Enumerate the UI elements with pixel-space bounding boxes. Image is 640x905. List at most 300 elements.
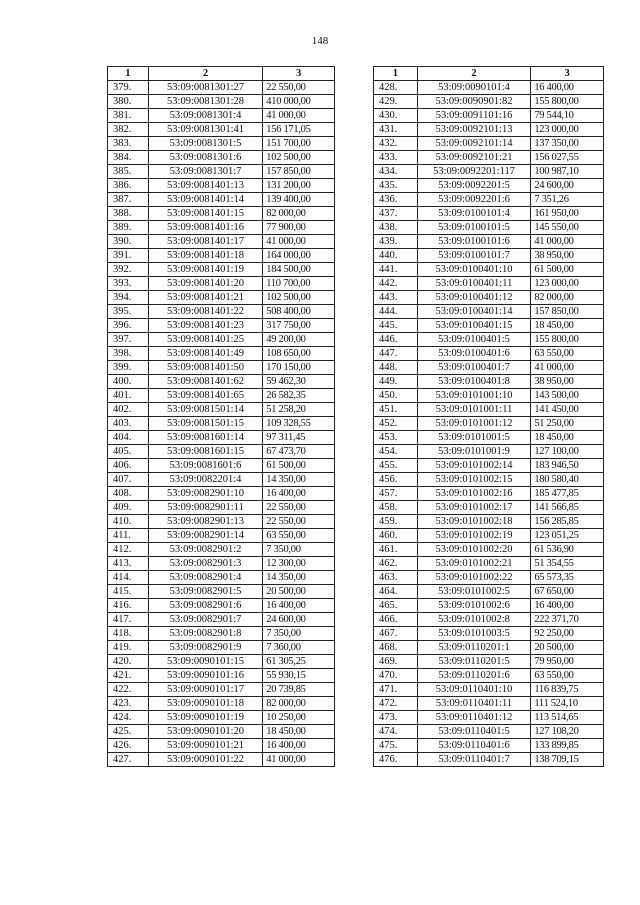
- amount: 16 400,00: [531, 599, 604, 613]
- cadastral-number: 53:09:0082901:13: [148, 515, 263, 529]
- cadastral-number: 53:09:0101002:20: [417, 543, 531, 557]
- table-row: [374, 557, 604, 571]
- row-number: 430.: [374, 109, 418, 123]
- row-number: 399.: [108, 361, 149, 375]
- column-header-1: 1: [374, 67, 418, 81]
- cadastral-number: 53:09:0081601:15: [148, 445, 263, 459]
- cadastral-number: 53:09:0081401:16: [148, 221, 263, 235]
- table-row: [374, 641, 604, 655]
- table-row: [108, 515, 335, 529]
- cadastral-number: 53:09:0081401:14: [148, 193, 263, 207]
- table-row: [108, 417, 335, 431]
- row-number: 451.: [374, 403, 418, 417]
- row-number: 432.: [374, 137, 418, 151]
- cadastral-number: 53:09:0100101:6: [417, 235, 531, 249]
- cadastral-number: 53:09:0081401:21: [148, 291, 263, 305]
- amount: 123 000,00: [531, 123, 604, 137]
- amount: 97 311,45: [263, 431, 335, 445]
- amount: 156 285,85: [531, 515, 604, 529]
- cadastral-number: 53:09:0101002:22: [417, 571, 531, 585]
- row-number: 441.: [374, 263, 418, 277]
- amount: 77 900,00: [263, 221, 335, 235]
- row-number: 460.: [374, 529, 418, 543]
- cadastral-number: 53:09:0081301:5: [148, 137, 263, 151]
- table-row: [374, 585, 604, 599]
- amount: 100 987,10: [531, 165, 604, 179]
- cadastral-number: 53:09:0081401:50: [148, 361, 263, 375]
- row-number: 426.: [108, 739, 149, 753]
- amount: 22 550,00: [263, 81, 335, 95]
- cadastral-number: 53:09:0092201:5: [417, 179, 531, 193]
- table-row: [374, 137, 604, 151]
- amount: 61 305,25: [263, 655, 335, 669]
- amount: 116 839,75: [531, 683, 604, 697]
- amount: 61 500,00: [531, 263, 604, 277]
- table-row: [374, 165, 604, 179]
- row-number: 382.: [108, 123, 149, 137]
- row-number: 391.: [108, 249, 149, 263]
- table-row: [374, 361, 604, 375]
- table-row: [108, 319, 335, 333]
- row-number: 448.: [374, 361, 418, 375]
- cadastral-number: 53:09:0101002:17: [417, 501, 531, 515]
- right-table-header-row: [374, 67, 604, 81]
- amount: 79 950,00: [531, 655, 604, 669]
- row-number: 418.: [108, 627, 149, 641]
- row-number: 411.: [108, 529, 149, 543]
- amount: 18 450,00: [531, 431, 604, 445]
- amount: 65 573,35: [531, 571, 604, 585]
- row-number: 389.: [108, 221, 149, 235]
- row-number: 403.: [108, 417, 149, 431]
- row-number: 454.: [374, 445, 418, 459]
- row-number: 412.: [108, 543, 149, 557]
- row-number: 386.: [108, 179, 149, 193]
- table-row: [374, 81, 604, 95]
- amount: 67 650,00: [531, 585, 604, 599]
- cadastral-number: 53:09:0100401:6: [417, 347, 531, 361]
- amount: 14 350,00: [263, 473, 335, 487]
- table-row: [108, 599, 335, 613]
- row-number: 394.: [108, 291, 149, 305]
- amount: 16 400,00: [263, 487, 335, 501]
- amount: 109 328,55: [263, 417, 335, 431]
- cadastral-number: 53:09:0090101:15: [148, 655, 263, 669]
- row-number: 442.: [374, 277, 418, 291]
- row-number: 409.: [108, 501, 149, 515]
- row-number: 416.: [108, 599, 149, 613]
- row-number: 473.: [374, 711, 418, 725]
- table-row: [374, 403, 604, 417]
- row-number: 440.: [374, 249, 418, 263]
- table-row: [374, 123, 604, 137]
- amount: 51 258,20: [263, 403, 335, 417]
- amount: 102 500,00: [263, 151, 335, 165]
- amount: 143 500,00: [531, 389, 604, 403]
- row-number: 392.: [108, 263, 149, 277]
- amount: 24 600,00: [531, 179, 604, 193]
- cadastral-number: 53:09:0082901:11: [148, 501, 263, 515]
- table-row: [108, 669, 335, 683]
- cadastral-number: 53:09:0092201:6: [417, 193, 531, 207]
- cadastral-number: 53:09:0081401:49: [148, 347, 263, 361]
- table-row: [108, 585, 335, 599]
- amount: 41 000,00: [263, 753, 335, 767]
- table-row: [374, 431, 604, 445]
- table-row: [374, 319, 604, 333]
- left-table: [107, 66, 335, 767]
- cadastral-number: 53:09:0082901:9: [148, 641, 263, 655]
- row-number: 422.: [108, 683, 149, 697]
- row-number: 465.: [374, 599, 418, 613]
- cadastral-number: 53:09:0082901:6: [148, 599, 263, 613]
- amount: 51 250,00: [531, 417, 604, 431]
- cadastral-number: 53:09:0101002:8: [417, 613, 531, 627]
- cadastral-number: 53:09:0101002:14: [417, 459, 531, 473]
- cadastral-number: 53:09:0110201:6: [417, 669, 531, 683]
- table-row: [374, 697, 604, 711]
- table-row: [374, 249, 604, 263]
- table-row: [108, 277, 335, 291]
- amount: 20 739,85: [263, 683, 335, 697]
- amount: 155 800,00: [531, 95, 604, 109]
- row-number: 384.: [108, 151, 149, 165]
- table-row: [108, 739, 335, 753]
- table-row: [108, 571, 335, 585]
- table-row: [108, 95, 335, 109]
- amount: 7 360,00: [263, 641, 335, 655]
- table-row: [374, 193, 604, 207]
- amount: 24 600,00: [263, 613, 335, 627]
- cadastral-number: 53:09:0081401:15: [148, 207, 263, 221]
- cadastral-number: 53:09:0101002:5: [417, 585, 531, 599]
- table-row: [108, 263, 335, 277]
- table-row: [374, 627, 604, 641]
- row-number: 402.: [108, 403, 149, 417]
- row-number: 379.: [108, 81, 149, 95]
- row-number: 417.: [108, 613, 149, 627]
- row-number: 419.: [108, 641, 149, 655]
- amount: 141 566,85: [531, 501, 604, 515]
- table-row: [374, 95, 604, 109]
- table-row: [108, 473, 335, 487]
- row-number: 470.: [374, 669, 418, 683]
- row-number: 396.: [108, 319, 149, 333]
- table-row: [108, 683, 335, 697]
- cadastral-number: 53:09:0081501:15: [148, 417, 263, 431]
- amount: 7 350,00: [263, 627, 335, 641]
- amount: 410 000,00: [263, 95, 335, 109]
- cadastral-number: 53:09:0092201:117: [417, 165, 531, 179]
- row-number: 423.: [108, 697, 149, 711]
- table-row: [108, 613, 335, 627]
- table-row: [374, 347, 604, 361]
- cadastral-number: 53:09:0091101:16: [417, 109, 531, 123]
- table-row: [108, 305, 335, 319]
- amount: 7 350,00: [263, 543, 335, 557]
- column-header-2: 2: [417, 67, 531, 81]
- table-row: [108, 123, 335, 137]
- table-row: [108, 165, 335, 179]
- amount: 16 400,00: [531, 81, 604, 95]
- table-row: [108, 361, 335, 375]
- table-row: [108, 753, 335, 767]
- amount: 20 500,00: [263, 585, 335, 599]
- row-number: 425.: [108, 725, 149, 739]
- amount: 156 171,05: [263, 123, 335, 137]
- table-row: [374, 473, 604, 487]
- amount: 18 450,00: [531, 319, 604, 333]
- amount: 12 300,00: [263, 557, 335, 571]
- cadastral-number: 53:09:0081501:14: [148, 403, 263, 417]
- cadastral-number: 53:09:0101001:10: [417, 389, 531, 403]
- row-number: 472.: [374, 697, 418, 711]
- row-number: 452.: [374, 417, 418, 431]
- row-number: 474.: [374, 725, 418, 739]
- table-row: [374, 207, 604, 221]
- cadastral-number: 53:09:0100101:7: [417, 249, 531, 263]
- amount: 111 524,10: [531, 697, 604, 711]
- table-row: [374, 571, 604, 585]
- cadastral-number: 53:09:0110201:1: [417, 641, 531, 655]
- table-row: [108, 333, 335, 347]
- table-row: [374, 753, 604, 767]
- table-row: [374, 683, 604, 697]
- table-row: [108, 431, 335, 445]
- table-row: [108, 543, 335, 557]
- row-number: 466.: [374, 613, 418, 627]
- table-row: [108, 109, 335, 123]
- table-row: [374, 333, 604, 347]
- cadastral-number: 53:09:0101002:18: [417, 515, 531, 529]
- row-number: 449.: [374, 375, 418, 389]
- amount: 49 200,00: [263, 333, 335, 347]
- cadastral-number: 53:09:0081301:28: [148, 95, 263, 109]
- amount: 110 700,00: [263, 277, 335, 291]
- table-row: [374, 277, 604, 291]
- amount: 59 462,30: [263, 375, 335, 389]
- table-row: [374, 725, 604, 739]
- row-number: 395.: [108, 305, 149, 319]
- cadastral-number: 53:09:0100401:14: [417, 305, 531, 319]
- row-number: 398.: [108, 347, 149, 361]
- amount: 133 899,85: [531, 739, 604, 753]
- table-row: [108, 697, 335, 711]
- cadastral-number: 53:09:0090101:20: [148, 725, 263, 739]
- cadastral-number: 53:09:0100101:4: [417, 207, 531, 221]
- table-row: [108, 375, 335, 389]
- row-number: 468.: [374, 641, 418, 655]
- table-row: [108, 557, 335, 571]
- table-row: [374, 655, 604, 669]
- table-row: [374, 529, 604, 543]
- amount: 63 550,00: [531, 347, 604, 361]
- cadastral-number: 53:09:0081401:65: [148, 389, 263, 403]
- row-number: 380.: [108, 95, 149, 109]
- row-number: 457.: [374, 487, 418, 501]
- cadastral-number: 53:09:0092101:14: [417, 137, 531, 151]
- amount: 63 550,00: [263, 529, 335, 543]
- row-number: 462.: [374, 557, 418, 571]
- column-header-3: 3: [263, 67, 335, 81]
- row-number: 427.: [108, 753, 149, 767]
- row-number: 444.: [374, 305, 418, 319]
- table-row: [108, 291, 335, 305]
- row-number: 381.: [108, 109, 149, 123]
- row-number: 393.: [108, 277, 149, 291]
- cadastral-number: 53:09:0092101:13: [417, 123, 531, 137]
- column-header-2: 2: [148, 67, 263, 81]
- row-number: 404.: [108, 431, 149, 445]
- row-number: 420.: [108, 655, 149, 669]
- amount: 79 544,10: [531, 109, 604, 123]
- cadastral-number: 53:09:0092101:21: [417, 151, 531, 165]
- table-row: [374, 221, 604, 235]
- amount: 41 000,00: [531, 235, 604, 249]
- table-row: [108, 207, 335, 221]
- table-row: [374, 543, 604, 557]
- amount: 14 350,00: [263, 571, 335, 585]
- cadastral-number: 53:09:0081301:4: [148, 109, 263, 123]
- amount: 127 100,00: [531, 445, 604, 459]
- row-number: 413.: [108, 557, 149, 571]
- table-row: [374, 263, 604, 277]
- cadastral-number: 53:09:0100401:7: [417, 361, 531, 375]
- row-number: 383.: [108, 137, 149, 151]
- amount: 141 450,00: [531, 403, 604, 417]
- amount: 18 450,00: [263, 725, 335, 739]
- amount: 67 473,70: [263, 445, 335, 459]
- table-row: [374, 235, 604, 249]
- cadastral-number: 53:09:0090101:4: [417, 81, 531, 95]
- amount: 180 580,40: [531, 473, 604, 487]
- row-number: 400.: [108, 375, 149, 389]
- cadastral-number: 53:09:0081301:6: [148, 151, 263, 165]
- cadastral-number: 53:09:0101003:5: [417, 627, 531, 641]
- table-row: [374, 305, 604, 319]
- table-row: [374, 291, 604, 305]
- table-row: [374, 109, 604, 123]
- left-table-header-row: [108, 67, 335, 81]
- row-number: 388.: [108, 207, 149, 221]
- row-number: 461.: [374, 543, 418, 557]
- cadastral-number: 53:09:0081401:18: [148, 249, 263, 263]
- table-row: [374, 445, 604, 459]
- table-row: [108, 403, 335, 417]
- table-row: [374, 669, 604, 683]
- amount: 123 000,00: [531, 277, 604, 291]
- cadastral-number: 53:09:0100401:12: [417, 291, 531, 305]
- cadastral-number: 53:09:0090101:22: [148, 753, 263, 767]
- cadastral-number: 53:09:0081301:7: [148, 165, 263, 179]
- row-number: 453.: [374, 431, 418, 445]
- cadastral-number: 53:09:0082901:14: [148, 529, 263, 543]
- cadastral-number: 53:09:0101002:16: [417, 487, 531, 501]
- table-row: [374, 501, 604, 515]
- amount: 92 250,00: [531, 627, 604, 641]
- table-row: [374, 151, 604, 165]
- amount: 55 930,15: [263, 669, 335, 683]
- amount: 161 950,00: [531, 207, 604, 221]
- amount: 164 000,00: [263, 249, 335, 263]
- row-number: 410.: [108, 515, 149, 529]
- table-row: [108, 641, 335, 655]
- amount: 16 400,00: [263, 739, 335, 753]
- row-number: 424.: [108, 711, 149, 725]
- cadastral-number: 53:09:0110201:5: [417, 655, 531, 669]
- cadastral-number: 53:09:0081401:13: [148, 179, 263, 193]
- table-row: [108, 347, 335, 361]
- row-number: 456.: [374, 473, 418, 487]
- row-number: 463.: [374, 571, 418, 585]
- row-number: 387.: [108, 193, 149, 207]
- cadastral-number: 53:09:0082901:3: [148, 557, 263, 571]
- table-row: [108, 725, 335, 739]
- row-number: 446.: [374, 333, 418, 347]
- cadastral-number: 53:09:0081401:19: [148, 263, 263, 277]
- row-number: 431.: [374, 123, 418, 137]
- row-number: 447.: [374, 347, 418, 361]
- cadastral-number: 53:09:0082901:8: [148, 627, 263, 641]
- amount: 170 150,00: [263, 361, 335, 375]
- amount: 22 550,00: [263, 515, 335, 529]
- cadastral-number: 53:09:0082901:5: [148, 585, 263, 599]
- row-number: 450.: [374, 389, 418, 403]
- amount: 51 354,55: [531, 557, 604, 571]
- cadastral-number: 53:09:0110401:6: [417, 739, 531, 753]
- row-number: 428.: [374, 81, 418, 95]
- row-number: 443.: [374, 291, 418, 305]
- table-row: [108, 501, 335, 515]
- cadastral-number: 53:09:0081301:27: [148, 81, 263, 95]
- row-number: 433.: [374, 151, 418, 165]
- row-number: 464.: [374, 585, 418, 599]
- row-number: 421.: [108, 669, 149, 683]
- cadastral-number: 53:09:0090901:82: [417, 95, 531, 109]
- row-number: 437.: [374, 207, 418, 221]
- cadastral-number: 53:09:0081301:41: [148, 123, 263, 137]
- row-number: 458.: [374, 501, 418, 515]
- amount: 123 051,25: [531, 529, 604, 543]
- table-row: [108, 389, 335, 403]
- cadastral-number: 53:09:0100401:10: [417, 263, 531, 277]
- table-row: [108, 627, 335, 641]
- row-number: 445.: [374, 319, 418, 333]
- amount: 139 400,00: [263, 193, 335, 207]
- table-row: [108, 137, 335, 151]
- amount: 157 850,00: [263, 165, 335, 179]
- row-number: 385.: [108, 165, 149, 179]
- cadastral-number: 53:09:0081601:6: [148, 459, 263, 473]
- amount: 41 000,00: [263, 109, 335, 123]
- amount: 138 709,15: [531, 753, 604, 767]
- cadastral-number: 53:09:0090101:16: [148, 669, 263, 683]
- row-number: 401.: [108, 389, 149, 403]
- table-row: [108, 179, 335, 193]
- table-row: [374, 389, 604, 403]
- amount: 41 000,00: [263, 235, 335, 249]
- cadastral-number: 53:09:0101001:5: [417, 431, 531, 445]
- cadastral-number: 53:09:0100401:5: [417, 333, 531, 347]
- amount: 157 850,00: [531, 305, 604, 319]
- column-header-1: 1: [108, 67, 149, 81]
- amount: 137 350,00: [531, 137, 604, 151]
- cadastral-number: 53:09:0081401:20: [148, 277, 263, 291]
- amount: 41 000,00: [531, 361, 604, 375]
- table-row: [374, 599, 604, 613]
- row-number: 475.: [374, 739, 418, 753]
- amount: 151 700,00: [263, 137, 335, 151]
